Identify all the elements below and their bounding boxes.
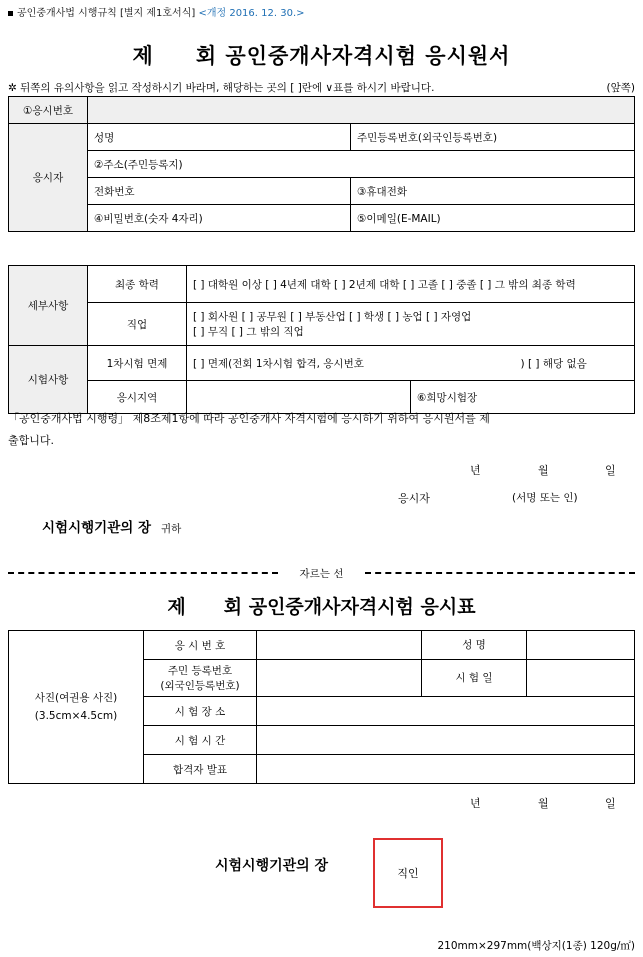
ticket-day-label: 일 <box>605 797 616 810</box>
table-row <box>9 266 635 303</box>
job-options[interactable] <box>187 303 635 346</box>
statement-block <box>8 408 635 452</box>
paper-spec-note: 210mm×297mm(백상지(1종) 120g/㎡) <box>437 940 635 952</box>
form-revision-date: <개정 2016. 12. 30.> <box>198 8 305 19</box>
ticket-year-label: 년 <box>470 797 481 810</box>
table-row <box>9 346 635 381</box>
signature-note: (서명 또는 인) <box>512 492 578 504</box>
official-stamp-label: 직인 <box>397 867 419 880</box>
form-header <box>8 4 305 19</box>
education-options[interactable]: [ ] 대학원 이상 [ ] 4년제 대학 [ ] 2년제 대학 [ ] 고졸 [ ] 중졸 [ ] 그 밖의 최종 학력 <box>187 266 635 303</box>
ticket-resident-number-label-line1: 주민 등록번호 <box>167 665 233 677</box>
authority-suffix: 귀하 <box>161 523 182 535</box>
resident-number-label[interactable]: 주민등록번호(외국인등록번호) <box>351 124 635 151</box>
title-prefix: 제 <box>132 44 154 68</box>
venue-label[interactable]: ⑥희망시험장 <box>411 381 635 413</box>
ticket-resident-number-label <box>144 660 257 697</box>
table-row <box>9 97 635 124</box>
table-row <box>9 178 635 205</box>
name-label[interactable]: 성명 <box>88 124 351 151</box>
ticket-exam-place-value[interactable] <box>257 697 635 726</box>
cut-line <box>0 566 643 580</box>
statement-line-1: 「공인중개사법 시행령」 제8조제1항에 따라 공인중개사 자격시험에 응시하기 위하여 응시원서를 제 <box>8 412 490 425</box>
ticket-title <box>0 592 643 619</box>
title-suffix: 회 공인중개사자격시험 응시원서 <box>195 44 511 68</box>
exemption-options[interactable] <box>187 346 635 381</box>
exam-number-value[interactable] <box>88 97 635 124</box>
job-options-line2: [ ] 무직 [ ] 그 밖의 직업 <box>193 326 304 338</box>
applicant-signer-label: 응시자 <box>398 492 430 505</box>
table-row <box>9 151 635 178</box>
education-label: 최종 학력 <box>88 266 187 303</box>
password-label[interactable]: ④비밀번호(숫자 4자리) <box>88 205 351 232</box>
photo-label-line2: (3.5cm×4.5cm) <box>34 710 118 722</box>
job-options-line1: [ ] 회사원 [ ] 공무원 [ ] 부동산업 [ ] 학생 [ ] 농업 [ ] 자영업 <box>193 311 472 323</box>
phone-label[interactable]: 전화번호 <box>88 178 351 205</box>
application-table <box>8 96 635 232</box>
ticket-authority-label: 시험시행기관의 장 <box>215 858 329 874</box>
ticket-exam-time-value[interactable] <box>257 726 635 755</box>
applicant-label: 응시자 <box>9 124 88 232</box>
ticket-exam-number-label: 응 시 번 호 <box>144 631 257 660</box>
table-row <box>9 631 635 660</box>
form-law-reference: 공인중개사법 시행규칙 [별지 제1호서식] <box>17 8 196 19</box>
application-month-label: 월 <box>538 464 549 477</box>
authority-line <box>42 516 181 536</box>
statement-line-2: 출합니다. <box>8 434 55 447</box>
table-row <box>9 124 635 151</box>
address-label[interactable]: ②주소(주민등록지) <box>88 151 635 178</box>
email-label[interactable]: ⑤이메일(E-MAIL) <box>351 205 635 232</box>
job-label: 직업 <box>88 303 187 346</box>
details-table <box>8 265 635 414</box>
page-side-note: (앞쪽) <box>606 82 635 94</box>
authority-label: 시험시행기관의 장 <box>42 520 152 536</box>
region-label: 응시지역 <box>88 381 187 414</box>
details-section-label: 세부사항 <box>9 266 88 346</box>
ticket-resident-number-value[interactable] <box>257 660 422 697</box>
ticket-name-label: 성 명 <box>422 631 527 660</box>
ticket-resident-number-label-line2: (외국인등록번호) <box>160 680 240 692</box>
application-year-label: 년 <box>470 464 481 477</box>
cut-line-label: 자르는 선 <box>299 568 344 580</box>
ticket-exam-time-label: 시 험 시 간 <box>144 726 257 755</box>
ticket-month-label: 월 <box>538 797 549 810</box>
mobile-label[interactable]: ③휴대전화 <box>351 178 635 205</box>
ticket-result-announce-label: 합격자 발표 <box>144 755 257 784</box>
ticket-exam-number-value[interactable] <box>257 631 422 660</box>
official-stamp-box <box>373 838 443 908</box>
application-day-label: 일 <box>605 464 616 477</box>
ticket-exam-place-label: 시 험 장 소 <box>144 697 257 726</box>
exemption-options-right: ) [ ] 해당 없음 <box>520 357 587 370</box>
ticket-result-announce-value[interactable] <box>257 755 635 784</box>
page-title <box>0 40 643 70</box>
form-notice: ✲ 뒤쪽의 유의사항을 읽고 작성하시기 바라며, 해당하는 곳의 [ ]란에 ∨표를 하시기 바랍니다. <box>8 82 435 94</box>
table-row <box>9 205 635 232</box>
photo-box[interactable] <box>9 631 144 784</box>
bullet-square-icon <box>8 11 13 16</box>
ticket-title-suffix: 회 공인중개사자격시험 응시표 <box>223 596 476 618</box>
photo-label-line1: 사진(여권용 사진) <box>34 692 118 704</box>
ticket-table <box>8 630 635 784</box>
table-row <box>9 303 635 346</box>
exemption-label: 1차시험 면제 <box>88 346 187 381</box>
exam-number-label: ①응시번호 <box>9 97 88 124</box>
ticket-title-prefix: 제 <box>167 596 186 618</box>
ticket-exam-date-value[interactable] <box>527 660 635 697</box>
ticket-exam-date-label: 시 험 일 <box>422 660 527 697</box>
ticket-name-value[interactable] <box>527 631 635 660</box>
exemption-options-left: [ ] 면제(전회 1차시험 합격, 응시번호 <box>193 357 364 370</box>
exam-section-label: 시험사항 <box>9 346 88 414</box>
